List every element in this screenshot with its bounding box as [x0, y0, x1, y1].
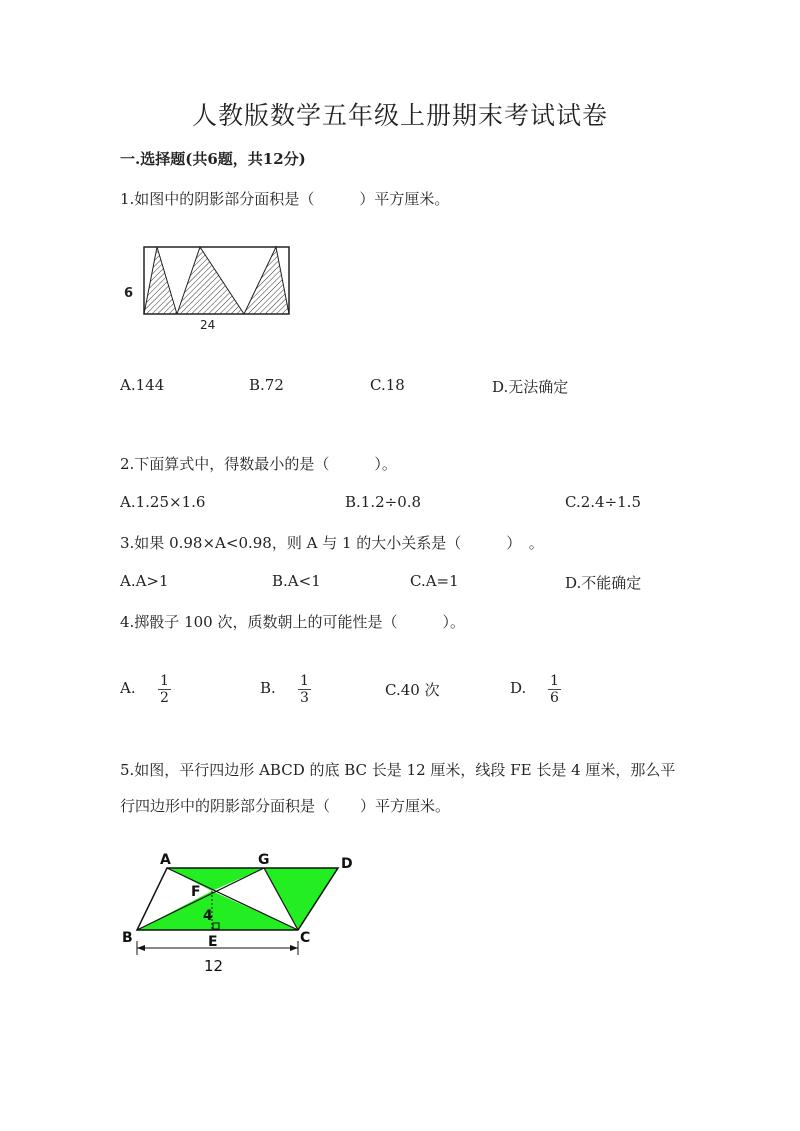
q4-option-d-fraction: [548, 673, 561, 706]
fraction-denominator: 3: [300, 690, 309, 706]
shaded-triangle: [244, 247, 289, 314]
question-5-text-line1: 5.如图，平行四边形 ABCD 的底 BC 长是 12 厘米，线段 FE 长是 4 厘米，那么平: [120, 761, 676, 779]
fraction-numerator: 1: [300, 673, 309, 689]
question-4-text: 4.掷骰子 100 次，质数朝上的可能性是（ ）。: [120, 613, 465, 631]
page-title: 人教版数学五年级上册期末考试试卷: [191, 101, 608, 130]
fraction-denominator: 2: [160, 690, 169, 706]
question-2-text: 2.下面算式中，得数最小的是（ ）。: [120, 455, 397, 473]
shaded-triangle-bottom: [137, 891, 298, 930]
label-b: B: [122, 930, 133, 946]
q2-option-a: A.1.25×1.6: [120, 493, 206, 511]
question-5-figure: [118, 848, 368, 978]
label-e: E: [208, 934, 218, 950]
q4-option-c: C.40 次: [385, 681, 440, 699]
shaded-triangle-top: [167, 868, 264, 891]
label-fe-length: 4: [203, 908, 213, 924]
question-5-text-line2: 行四边形中的阴影部分面积是（ ）平方厘米。: [120, 797, 451, 815]
section-heading: 一.选择题(共6题，共12分): [120, 150, 306, 168]
label-f: F: [191, 884, 201, 900]
q4-option-b-label: B.: [260, 679, 276, 697]
fraction-numerator: 1: [160, 673, 169, 689]
label-a: A: [160, 852, 171, 868]
label-c: C: [300, 930, 311, 946]
question-1-text: 1.如图中的阴影部分面积是（ ）平方厘米。: [120, 190, 450, 208]
question-1-figure: [118, 240, 298, 335]
fraction-denominator: 6: [550, 690, 559, 706]
shaded-triangle: [177, 247, 244, 314]
width-label: 24: [200, 318, 216, 332]
label-g: G: [258, 852, 270, 868]
q1-option-a: A.144: [120, 376, 165, 394]
q1-option-b: B.72: [249, 376, 284, 394]
q3-option-c: C.A=1: [410, 572, 459, 590]
q4-option-a-label: A.: [120, 679, 136, 697]
q1-option-d: D.无法确定: [492, 378, 569, 396]
q2-option-c: C.2.4÷1.5: [565, 493, 641, 511]
label-bc-length: 12: [204, 957, 224, 975]
arrow-right-icon: [290, 945, 298, 951]
shaded-triangle: [144, 247, 177, 314]
q4-option-d-label: D.: [510, 679, 527, 697]
q1-option-c: C.18: [370, 376, 405, 394]
q4-option-b-fraction: [298, 673, 311, 706]
q4-option-a-fraction: [158, 673, 171, 706]
q2-option-b: B.1.2÷0.8: [345, 493, 422, 511]
label-d: D: [341, 856, 353, 872]
fraction-numerator: 1: [550, 673, 559, 689]
arrow-left-icon: [137, 945, 145, 951]
q3-option-b: B.A<1: [272, 572, 321, 590]
q3-option-a: A.A>1: [120, 572, 169, 590]
question-3-text: 3.如果 0.98×A<0.98，则 A 与 1 的大小关系是（ ） 。: [120, 534, 544, 552]
height-label: 6: [124, 286, 134, 301]
q3-option-d: D.不能确定: [565, 574, 642, 592]
